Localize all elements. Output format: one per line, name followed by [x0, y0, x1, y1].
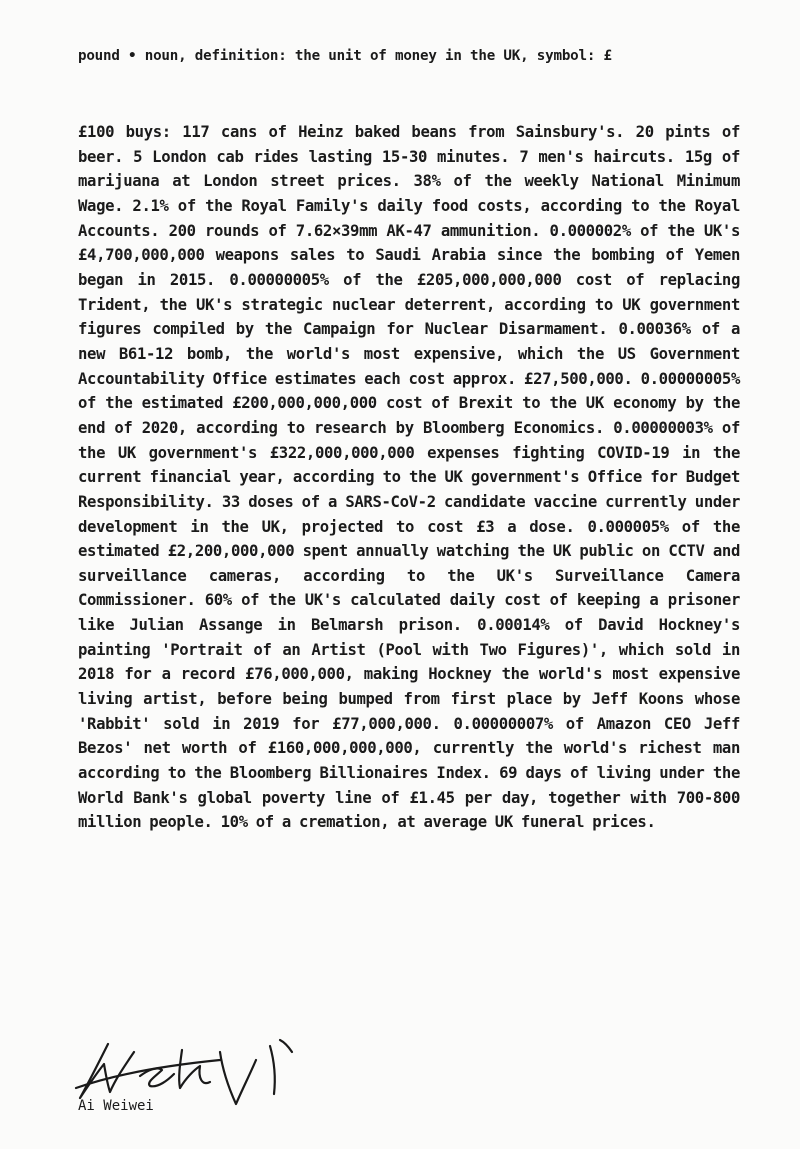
body-paragraph: £100 buys: 117 cans of Heinz baked beans from Sainsbury's. 20 pints of beer. 5 London cab rides lasting 15-30 minutes. 7 men's haircuts. 15g of marijuana at London street prices. 38% of the weekly National Minimum Wage. 2.1% of the Royal Family's daily food costs, according to the Royal Accounts. 200 rounds of 7.62×39mm AK-47 ammunition. 0.000002% of the UK's £4,700,000,000 weapons sales to Saudi Arabia since the bombing of Yemen began in 2015. 0.00000005% of the £205,000,000,000 cost of replacing Trident, the UK's strategic nuclear deterrent, according to UK government figures compiled by the Campaign for Nuclear Disarmament. 0.00036% of a new B61-12 bomb, the world's most expensive, which the US Government Accountability Office estimates each cost approx. £27,500,000. 0.00000005% of the estimated £200,000,000,000 cost of Brexit to the UK economy by the end of 2020, according to research by Bloomberg Economics. 0.00000003% of the UK government's £322,000,000,000 expenses fighting COVID-19 in the current financial year, according to the UK government's Office for Budget Responsibility. 33 doses of a SARS-CoV-2 candidate vaccine currently under development in the UK, projected to cost £3 a dose. 0.000005% of the estimated £2,200,000,000 spent annually watching the UK public on CCTV and surveillance cameras, according to the UK's Surveillance Camera Commissioner. 60% of the UK's calculated daily cost of keeping a prisoner like Julian Assange in Belmarsh prison. 0.00014% of David Hockney's painting 'Portrait of an Artist (Pool with Two Figures)', which sold in 2018 for a record £76,000,000, making Hockney the world's most expensive living artist, before being bumped from first place by Jeff Koons whose 'Rabbit' sold in 2019 for £77,000,000. 0.00000007% of Amazon CEO Jeff Bezos' net worth of £160,000,000,000, currently the world's richest man according to the Bloomberg Billionaires Index. 69 days of living under the World Bank's global poverty line of £1.45 per day, together with 700-800 million people. 10% of a cremation, at average UK funeral prices. — [78, 123, 740, 832]
definition-line: pound • noun, definition: the unit of money in the UK, symbol: £ — [78, 48, 612, 64]
signer-name: Ai Weiwei — [78, 1098, 154, 1114]
